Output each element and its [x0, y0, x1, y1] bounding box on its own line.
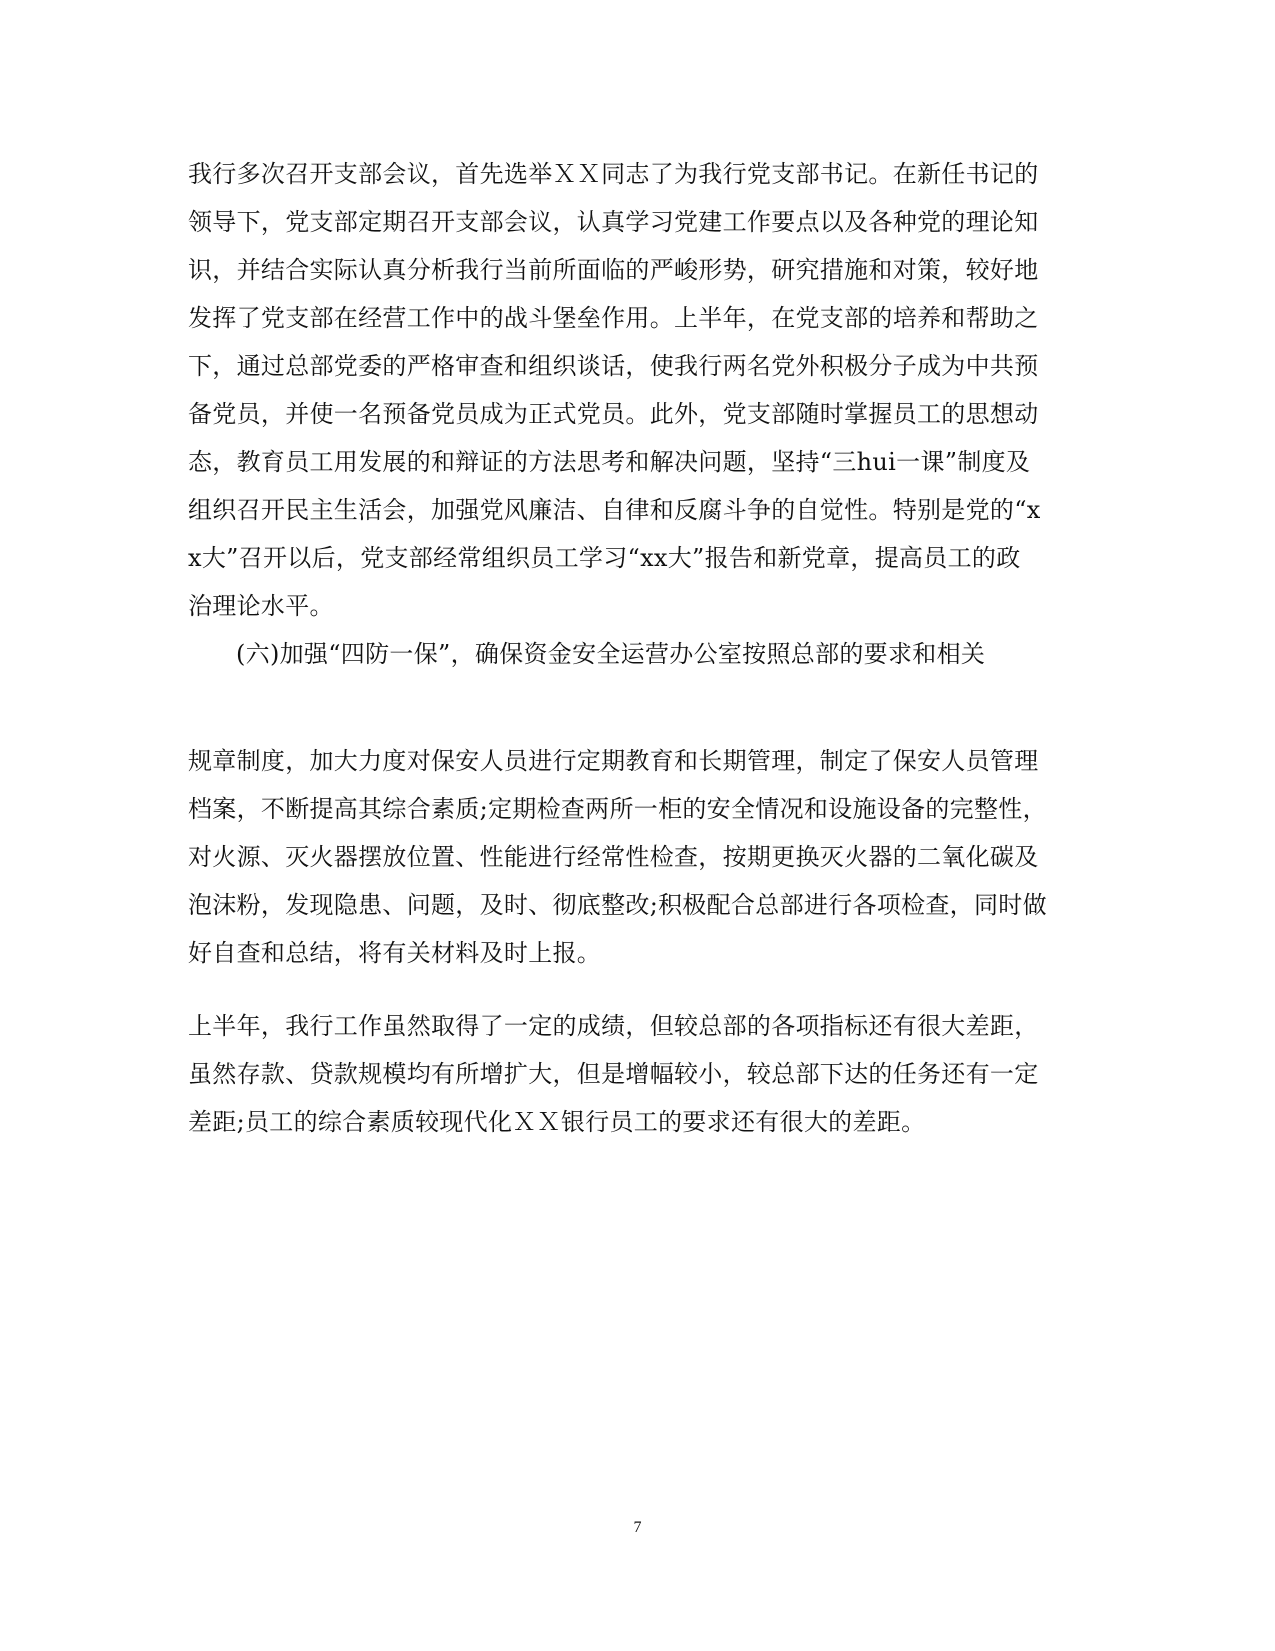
text-line: 虽然存款、贷款规模均有所增扩大，但是增幅较小，较总部下达的任务还有一定 — [188, 1060, 1039, 1088]
text-line: 我行多次召开支部会议，首先选举ＸＸ同志了为我行党支部书记。在新任书记的 — [188, 160, 1039, 188]
text-line: 发挥了党支部在经营工作中的战斗堡垒作用。上半年，在党支部的培养和帮助之 — [188, 304, 1039, 332]
text-line: 差距;员工的综合素质较现代化ＸＸ银行员工的要求还有很大的差距。 — [188, 1108, 926, 1136]
paragraph-shortcomings — [188, 1002, 1088, 1146]
paragraph-security — [188, 737, 1088, 977]
paragraph-party-branch — [188, 150, 1088, 678]
text-line: 下，通过总部党委的严格审查和组织谈话，使我行两名党外积极分子成为中共预 — [188, 352, 1039, 380]
text-line: 治理论水平。 — [188, 592, 334, 620]
text-line: 上半年，我行工作虽然取得了一定的成绩，但较总部的各项指标还有很大差距， — [188, 1012, 1039, 1040]
text-line: 规章制度，加大力度对保安人员进行定期教育和长期管理，制定了保安人员管理 — [188, 747, 1039, 775]
page-number: 7 — [633, 1519, 642, 1536]
section-heading-line: (六)加强“四防一保”，确保资金安全运营办公室按照总部的要求和相关 — [236, 640, 986, 668]
text-line: 识，并结合实际认真分析我行当前所面临的严峻形势，研究措施和对策，较好地 — [188, 256, 1039, 284]
text-line: 对火源、灭火器摆放位置、性能进行经常性检查，按期更换灭火器的二氧化碳及 — [188, 843, 1039, 871]
text-line: 组织召开民主生活会，加强党风廉洁、自律和反腐斗争的自觉性。特别是党的“x — [188, 496, 1041, 524]
text-line: 备党员，并使一名预备党员成为正式党员。此外，党支部随时掌握员工的思想动 — [188, 400, 1039, 428]
text-line: 泡沫粉，发现隐患、问题，及时、彻底整改;积极配合总部进行各项检查，同时做 — [188, 891, 1047, 919]
text-line: 档案，不断提高其综合素质;定期检查两所一柜的安全情况和设施设备的完整性， — [188, 795, 1047, 823]
text-line: x大”召开以后，党支部经常组织员工学习“xx大”报告和新党章，提高员工的政 — [188, 544, 1021, 572]
text-line: 好自查和总结，将有关材料及时上报。 — [188, 939, 602, 967]
text-line: 态，教育员工用发展的和辩证的方法思考和解决问题，坚持“三hui一课”制度及 — [188, 448, 1031, 476]
text-line: 领导下，党支部定期召开支部会议，认真学习党建工作要点以及各种党的理论知 — [188, 208, 1039, 236]
